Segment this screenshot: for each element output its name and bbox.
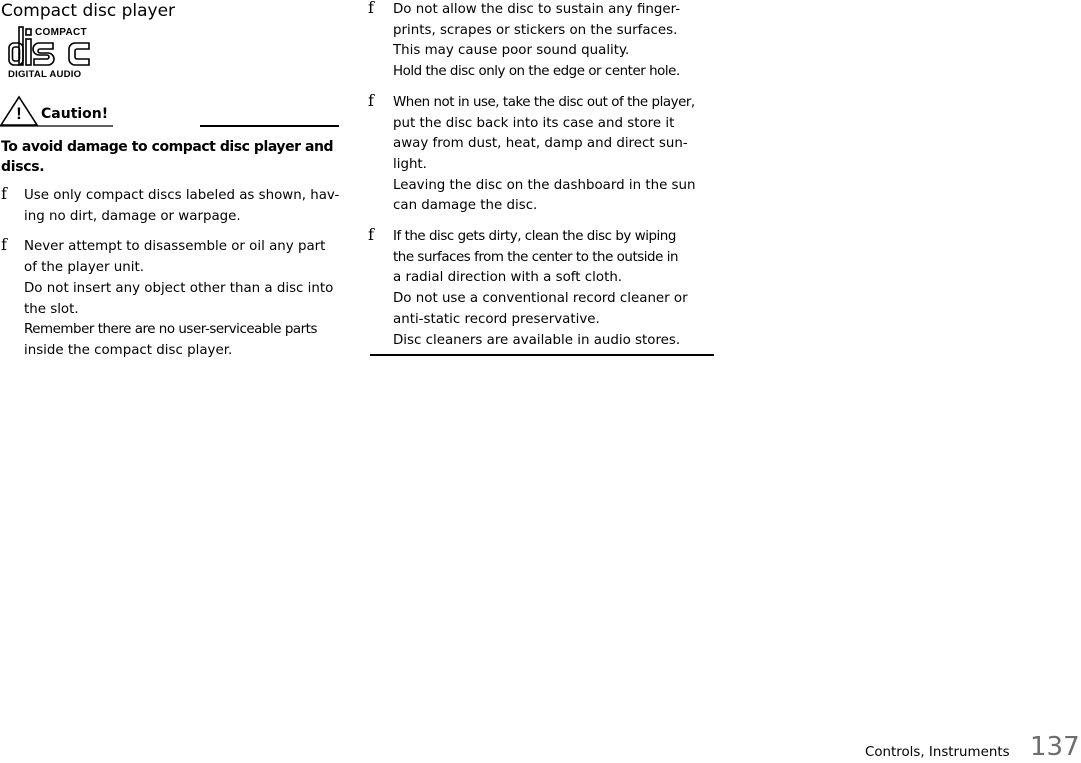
bullet-item (368, 90, 715, 217)
bullet-line: Never attempt to disassemble or oil any part (24, 239, 326, 255)
bullet-line: If the disc gets dirty, clean the disc by wiping (393, 229, 676, 245)
page-title: Compact disc player (1, 1, 176, 21)
bullet-glyph: f (1, 184, 7, 203)
bullet-item (0, 237, 350, 361)
bullet-line: light. (393, 156, 427, 172)
compact-disc-logo (7, 25, 95, 79)
right-column (368, 0, 715, 361)
caution-label: Caution! (41, 106, 109, 122)
bullet-glyph: f (368, 90, 374, 110)
bullet-line: inside the compact disc player. (24, 342, 233, 358)
bullet-line: prints, scrapes or stickers on the surfaces. (393, 22, 678, 38)
bullet-line: a radial direction with a soft cloth. (393, 270, 623, 286)
bullet-line: Hold the disc only on the edge or center hole. (393, 64, 680, 80)
bullet-line: Do not use a conventional record cleaner or (393, 291, 688, 307)
bullet-line: Leaving the disc on the dashboard in the sun (393, 177, 696, 193)
page-number: 137 (1030, 732, 1080, 762)
bullet-line: anti-static record preservative. (393, 311, 600, 327)
bullet-line: Disc cleaners are available in audio stores. (393, 332, 681, 348)
bullet-line: the slot. (24, 301, 79, 317)
section-end-rule (370, 354, 714, 356)
bullet-line: Remember there are no user-serviceable parts (24, 322, 318, 338)
bullet-line: of the player unit. (24, 260, 144, 276)
caution-heading (1, 137, 347, 177)
bullet-glyph: f (368, 0, 374, 17)
bullet-glyph: f (1, 235, 7, 255)
bullet-item (368, 0, 715, 83)
bullet-line: can damage the disc. (393, 198, 538, 214)
logo-bottom-text: DIGITAL AUDIO (8, 69, 82, 79)
bullet-line: Do not insert any object other than a disc into (24, 280, 334, 296)
logo-top-text: COMPACT (35, 27, 87, 38)
bullet-line: When not in use, take the disc out of the player, (393, 94, 695, 110)
bullet-item (0, 186, 350, 227)
warning-triangle-icon: ! (16, 104, 22, 123)
bullet-line: This may cause poor sound quality. (393, 43, 630, 59)
bullet-line: away from dust, heat, damp and direct sun- (393, 136, 688, 152)
bullet-glyph: f (368, 225, 374, 245)
caution-heading-line: To avoid damage to compact disc player and (1, 139, 334, 155)
bullet-item (368, 227, 715, 351)
caution-block (0, 94, 340, 128)
bullet-line: Use only compact discs labeled as shown, hav- (24, 188, 340, 203)
caution-heading-line: discs. (1, 159, 45, 175)
bullet-line: ing no dirt, damage or warpage. (24, 208, 241, 224)
bullet-line: Do not allow the disc to sustain any finger- (393, 2, 681, 17)
bullet-line: put the disc back into its case and store it (393, 115, 675, 131)
left-column (0, 186, 350, 372)
footer-section-label: Controls, Instruments (865, 745, 1010, 760)
bullet-line: the surfaces from the center to the outside in (393, 249, 679, 265)
